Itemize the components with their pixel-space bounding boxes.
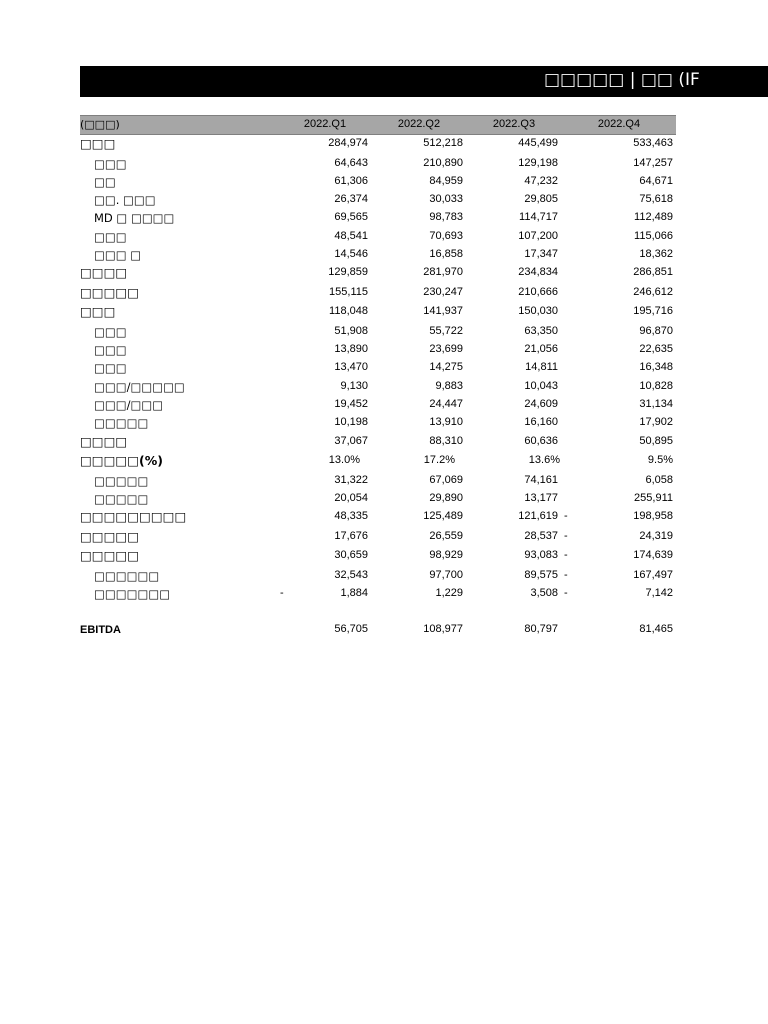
table-row xyxy=(80,228,676,246)
unit-label: (□□□) xyxy=(80,118,120,131)
row-label: □□□/□□□ xyxy=(94,397,164,412)
header-q1: 2022.Q1 xyxy=(303,118,347,130)
cell-q2: 14,275 xyxy=(429,361,463,374)
row-label: □□ xyxy=(94,174,116,189)
cell-q4: 255,911 xyxy=(634,491,673,504)
cell-q2: 67,069 xyxy=(429,473,463,486)
row-label: □□□ xyxy=(94,361,127,376)
cell-q3: 14,811 xyxy=(525,361,558,374)
cell-q2: 24,447 xyxy=(429,397,463,410)
cell-q1: 37,067 xyxy=(334,434,368,447)
cell-q4: 286,851 xyxy=(633,266,673,279)
cell-q2: 230,247 xyxy=(423,285,463,298)
cell-q1: 31,322 xyxy=(334,473,368,486)
cell-q1: 13,890 xyxy=(334,343,368,356)
cell-q2: 70,693 xyxy=(429,229,463,242)
negative-sign: - xyxy=(564,510,568,523)
cell-q3: 63,350 xyxy=(524,324,558,337)
cell-q1: 13,470 xyxy=(334,361,368,374)
cell-q1: 48,335 xyxy=(334,510,368,523)
table-row xyxy=(80,528,676,548)
cell-q1: 64,643 xyxy=(334,156,368,169)
cell-q2: 13,910 xyxy=(429,416,463,429)
ebitda-row xyxy=(80,621,676,639)
table-row xyxy=(80,284,676,304)
cell-q4: 17,902 xyxy=(639,416,673,429)
table-row xyxy=(80,585,676,603)
cell-q3: 24,609 xyxy=(524,397,558,410)
report-title-bar xyxy=(80,66,768,97)
cell-q4: 9.5% xyxy=(647,454,673,467)
cell-q3: 60,636 xyxy=(524,434,558,447)
cell-q2: 84,959 xyxy=(429,174,463,187)
cell-q1: 30,659 xyxy=(334,549,368,562)
row-label: □□□□□□ xyxy=(94,568,160,583)
row-label: □□□ xyxy=(94,343,127,358)
cell-q1: 129,859 xyxy=(328,266,368,279)
cell-q4: 50,895 xyxy=(639,434,673,447)
cell-q1: 284,974 xyxy=(328,137,368,149)
cell-q2: 97,700 xyxy=(429,568,463,581)
cell-q4: 31,134 xyxy=(639,397,673,410)
cell-q2: 29,890 xyxy=(429,491,463,504)
table-row xyxy=(80,323,676,341)
row-label: □□□/□□□□□ xyxy=(94,379,185,394)
cell-q3: 10,043 xyxy=(524,379,558,392)
row-label: □□□□□ xyxy=(94,416,149,431)
table-header xyxy=(80,115,676,135)
cell-q1: 48,541 xyxy=(334,229,368,242)
row-label: □□□□ xyxy=(80,265,128,281)
report-title: □□□□□ | □□ (IF xyxy=(544,70,700,90)
cell-q2: 281,970 xyxy=(423,266,463,279)
table-row xyxy=(80,209,676,227)
negative-sign: - xyxy=(564,568,568,581)
cell-q3: 80,797 xyxy=(524,623,558,636)
cell-q4: 22,635 xyxy=(639,343,673,356)
row-label: □□□□□ xyxy=(94,473,149,488)
cell-q4: 167,497 xyxy=(633,568,673,581)
cell-q2: 16,858 xyxy=(429,247,463,260)
row-label: □□□□□□□□□ xyxy=(80,509,187,525)
row-spacer xyxy=(80,603,676,621)
cell-q2: 17.2% xyxy=(423,454,455,467)
cell-q4: 81,465 xyxy=(639,623,673,636)
cell-q4: 147,257 xyxy=(633,156,673,169)
cell-q1: 1,884 xyxy=(340,586,368,599)
cell-q4: 174,639 xyxy=(633,549,673,562)
table-row xyxy=(80,567,676,585)
cell-q1: 14,546 xyxy=(334,247,368,260)
cell-q1: 9,130 xyxy=(340,379,368,392)
table-row xyxy=(80,452,676,472)
cell-q2: 512,218 xyxy=(423,137,463,149)
cell-q1: 20,054 xyxy=(334,491,368,504)
negative-sign: - xyxy=(280,586,284,599)
cell-q2: 55,722 xyxy=(429,324,463,337)
cell-q1: 155,115 xyxy=(329,285,368,298)
table-row xyxy=(80,191,676,209)
row-label: □□□□□(%) xyxy=(80,453,164,469)
header-q2: 2022.Q2 xyxy=(397,118,441,130)
cell-q4: 10,828 xyxy=(639,379,673,392)
cell-q4: 6,058 xyxy=(645,473,673,486)
row-label: □□□□□ xyxy=(80,528,140,544)
negative-sign: - xyxy=(564,586,568,599)
cell-q1: 19,452 xyxy=(334,397,368,410)
cell-q3: 107,200 xyxy=(518,229,558,242)
cell-q1: 32,543 xyxy=(334,568,368,581)
cell-q3: 17,347 xyxy=(524,247,558,260)
header-q3: 2022.Q3 xyxy=(492,118,536,130)
table-row xyxy=(80,414,676,432)
row-label: □□□ xyxy=(80,304,116,320)
row-label: □□□ xyxy=(94,156,127,171)
row-label: □□□□□□□ xyxy=(94,586,171,601)
row-label: □□□ □ xyxy=(94,247,142,262)
table-row xyxy=(80,490,676,508)
cell-q4: 96,870 xyxy=(639,324,673,337)
cell-q3: 47,232 xyxy=(524,174,558,187)
cell-q2: 98,929 xyxy=(429,549,463,562)
row-label: □□. □□□ xyxy=(94,193,156,208)
cell-q2: 98,783 xyxy=(429,211,463,224)
cell-q4: 115,066 xyxy=(634,229,673,242)
cell-q3: 93,083 xyxy=(524,549,558,562)
table-row xyxy=(80,472,676,490)
cell-q1: 51,908 xyxy=(334,324,368,337)
cell-q3: 13.6% xyxy=(528,454,560,467)
ebitda-label: EBITDA xyxy=(80,624,121,637)
cell-q1: 56,705 xyxy=(334,623,368,636)
table-row xyxy=(80,155,676,173)
row-label: □□□□□ xyxy=(80,284,140,300)
cell-q4: 198,958 xyxy=(633,510,673,523)
cell-q3: 21,056 xyxy=(524,343,558,356)
cell-q3: 29,805 xyxy=(524,193,558,206)
cell-q3: 445,499 xyxy=(518,137,558,149)
cell-q3: 150,030 xyxy=(518,305,558,318)
cell-q4: 533,463 xyxy=(633,137,673,149)
table-row xyxy=(80,396,676,414)
cell-q4: 64,671 xyxy=(639,174,673,187)
cell-q4: 246,612 xyxy=(633,285,673,298)
header-q4: 2022.Q4 xyxy=(597,118,641,130)
cell-q3: 13,177 xyxy=(524,491,558,504)
table-row xyxy=(80,303,676,323)
cell-q1: 69,565 xyxy=(334,211,368,224)
cell-q4: 16,348 xyxy=(639,361,673,374)
cell-q2: 26,559 xyxy=(429,529,463,542)
cell-q3: 234,834 xyxy=(518,266,558,279)
cell-q1: 10,198 xyxy=(334,416,368,429)
cell-q3: 210,666 xyxy=(518,285,558,298)
cell-q3: 28,537 xyxy=(524,529,558,542)
row-label: MD □ □□□□ xyxy=(94,211,175,226)
negative-sign: - xyxy=(564,529,568,542)
cell-q4: 195,716 xyxy=(633,305,673,318)
table-row xyxy=(80,246,676,264)
financial-table xyxy=(80,115,676,640)
cell-q3: 3,508 xyxy=(530,586,558,599)
row-label: □□□□□ xyxy=(80,548,140,564)
cell-q1: 17,676 xyxy=(334,529,368,542)
row-label: □□□ xyxy=(94,324,127,339)
cell-q3: 121,619 xyxy=(518,510,558,523)
cell-q4: 75,618 xyxy=(639,193,673,206)
table-row xyxy=(80,508,676,528)
cell-q2: 108,977 xyxy=(423,623,463,636)
cell-q2: 125,489 xyxy=(423,510,463,523)
cell-q3: 16,160 xyxy=(524,416,558,429)
cell-q2: 9,883 xyxy=(435,379,463,392)
cell-q3: 74,161 xyxy=(524,473,558,486)
row-label: □□□ xyxy=(94,229,127,244)
cell-q2: 1,229 xyxy=(435,586,463,599)
cell-q1: 118,048 xyxy=(329,305,368,318)
cell-q1: 26,374 xyxy=(334,193,368,206)
cell-q4: 112,489 xyxy=(634,211,673,224)
table-row xyxy=(80,264,676,284)
table-row xyxy=(80,433,676,453)
table-row xyxy=(80,341,676,359)
cell-q4: 24,319 xyxy=(639,529,673,542)
cell-q2: 210,890 xyxy=(423,156,463,169)
row-label: □□□□ xyxy=(80,433,128,449)
table-row xyxy=(80,359,676,377)
cell-q2: 88,310 xyxy=(429,434,463,447)
cell-q4: 18,362 xyxy=(639,247,673,260)
cell-q1: 61,306 xyxy=(334,174,368,187)
cell-q3: 114,717 xyxy=(519,211,558,224)
table-row xyxy=(80,135,676,155)
negative-sign: - xyxy=(564,549,568,562)
table-row xyxy=(80,547,676,567)
row-label: □□□ xyxy=(80,136,116,151)
cell-q1: 13.0% xyxy=(328,454,360,467)
row-label: □□□□□ xyxy=(94,491,149,506)
cell-q2: 23,699 xyxy=(429,343,463,356)
cell-q3: 89,575 xyxy=(524,568,558,581)
cell-q3: 129,198 xyxy=(518,156,558,169)
table-row xyxy=(80,173,676,191)
table-row xyxy=(80,378,676,396)
cell-q4: 7,142 xyxy=(645,586,673,599)
cell-q2: 30,033 xyxy=(429,193,463,206)
cell-q2: 141,937 xyxy=(423,305,463,318)
